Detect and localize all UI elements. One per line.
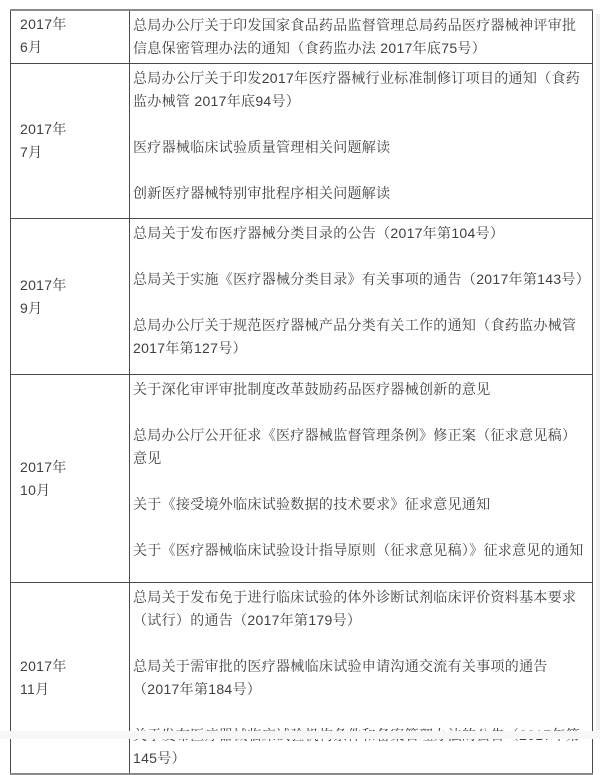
notice-title: 关于深化审评审批制度改革鼓励药品医疗器械创新的意见 [133,381,491,397]
date-cell [11,219,130,375]
notice-title: 创新医疗器械特别审批程序相关问题解读 [133,185,391,201]
notice-title: 总局办公厅关于规范医疗器械产品分类有关工作的通知（食药监办械管 2017年第127号） [133,317,577,356]
page-edge-right [596,14,600,730]
notice-title: 总局关于需审批的医疗器械临床试验申请沟通交流有关事项的通告（2017年第184号） [133,658,548,697]
date-year: 2017年 [20,458,67,475]
table-row [11,583,593,775]
regulation-table [10,9,593,775]
table-row [11,375,593,583]
notice-title: 关于《医疗器械临床试验设计指导原则（征求意见稿）》征求意见的通知 [133,542,584,558]
table-row [11,10,593,64]
notice-title: 总局办公厅公开征求《医疗器械监督管理条例》修正案（征求意见稿）意见 [133,427,577,466]
date-month: 10月 [20,481,51,498]
date-month: 6月 [20,39,43,55]
notice-title: 总局关于发布免于进行临床试验的体外诊断试剂临床评价资料基本要求（试行）的通告（2017年第179号） [133,589,577,628]
date-month: 11月 [20,681,50,697]
notice-title: 总局关于发布医疗器械分类目录的公告（2017年第104号） [133,225,505,241]
content-cell [130,583,593,775]
date-year: 2017年 [20,276,67,293]
page-edge-bottom [0,731,600,739]
content-cell [130,375,593,583]
date-cell [11,375,130,583]
content-cell [130,10,593,64]
date-month: 7月 [20,144,43,160]
table-row [11,64,593,219]
table-row [11,219,593,375]
notice-title: 总局办公厅关于印发国家食品药品监督管理总局药品医疗器械神评审批信息保密管理办法的通知（食药监办法 2017年底75号） [133,17,577,56]
notice-title: 总局关于实施《医疗器械分类目录》有关事项的通告（2017年第143号） [133,271,591,287]
date-cell [11,64,130,219]
notice-title: 总局办公厅关于印发2017年医疗器械行业标准制修订项目的通知（食药监办械管 2017年底94号） [133,70,581,109]
date-month: 9月 [20,299,43,316]
date-year: 2017年 [20,658,67,674]
date-cell [11,583,130,775]
date-year: 2017年 [20,16,67,32]
notice-title: 医疗器械临床试验质量管理相关问题解读 [133,139,391,155]
notice-title: 145号） [133,750,186,766]
date-cell [11,10,130,64]
notice-title: 关于《接受境外临床试验数据的技术要求》征求意见通知 [133,496,491,512]
content-cell [130,219,593,375]
content-cell [130,64,593,219]
date-year: 2017年 [20,121,67,137]
